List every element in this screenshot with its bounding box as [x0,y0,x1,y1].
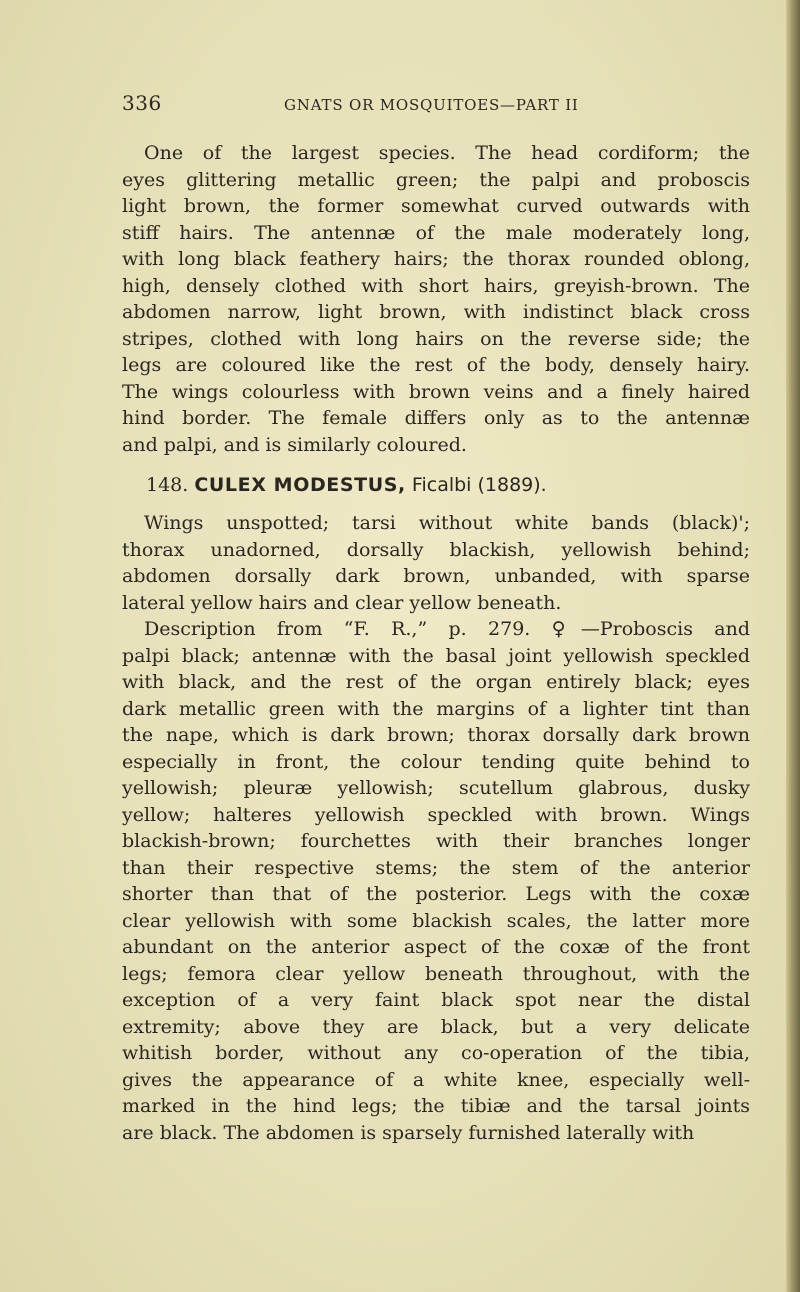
text-line: the nape, which is dark brown; thorax dorsally dark brown [122,724,750,746]
text-line: stiff hairs. The antennæ of the male moderately long, [122,221,750,244]
text-line: legs are coloured like the rest of the body, densely hairy. [122,354,750,376]
text-line: with long black feathery hairs; the thorax rounded oblong, [122,248,750,270]
text-line: hind border. The female differs only as to the antennæ [122,407,750,429]
text-line: One of the largest species. The head cordiform; the [144,142,750,164]
text-line: palpi black; antennæ with the basal joint yellowish speckled [122,644,750,667]
paragraph-species-description [122,140,750,458]
text-line: dark metallic green with the margins of a lighter tint than [122,697,750,720]
text-line: clear yellowish with some blackish scales, the latter more [122,909,750,932]
species-number: 148. [146,474,189,496]
text-line: yellowish; pleuræ yellowish; scutellum glabrous, dusky [122,777,750,799]
text-line: Description from “F. R.,” p. 279. ♀—Proboscis and [144,618,750,640]
text-line: abdomen dorsally dark brown, unbanded, with sparse [122,565,750,587]
text-line: gives the appearance of a white knee, especially well- [122,1068,750,1091]
text-line: stripes, clothed with long hairs on the reverse side; the [122,327,750,350]
text-line: extremity; above they are black, but a very delicate [122,1015,750,1038]
species-name: CULEX MODESTUS, [194,474,406,496]
text-line: yellow; halteres yellowish speckled with brown. Wings [122,803,750,826]
text-line: thorax unadorned, dorsally blackish, yellowish behind; [122,538,750,561]
text-line: are black. The abdomen is sparsely furnished laterally with [122,1121,695,1144]
text-line: with black, and the rest of the organ entirely black; eyes [122,671,750,693]
text-line: especially in front, the colour tending quite behind to [122,750,750,773]
text-line: light brown, the former somewhat curved outwards with [122,195,750,217]
text-line: abdomen narrow, light brown, with indistinct black cross [122,301,750,323]
text-line: shorter than that of the posterior. Legs with the coxæ [122,883,750,905]
text-line: The wings colourless with brown veins and a finely haired [122,380,750,403]
text-line: abundant on the anterior aspect of the coxæ of the front [122,936,750,958]
text-line: eyes glittering metallic green; the palpi and proboscis [122,168,750,191]
text-line: exception of a very faint black spot near the distal [122,989,750,1011]
text-line: blackish-brown; fourchettes with their branches longer [122,830,750,852]
text-line: high, densely clothed with short hairs, greyish-brown. The [122,274,750,297]
species-author: Ficalbi (1889). [411,474,547,496]
text-line: than their respective stems; the stem of the anterior [122,856,750,879]
text-line: and palpi, and is similarly coloured. [122,433,467,456]
text-line: marked in the hind legs; the tibiæ and the tarsal joints [122,1095,750,1117]
text-line: Wings unspotted; tarsi without white bands (black)'; [144,512,750,534]
text-line: legs; femora clear yellow beneath throughout, with the [122,962,750,985]
paragraph-culex-modestus [122,510,750,1146]
text-line: whitish border, without any co-operation of the tibia, [122,1042,750,1064]
page-edge-shadow [786,0,800,1292]
running-head: GNATS OR MOSQUITOES—PART II [284,96,579,114]
page-number: 336 [122,91,162,115]
species-heading [146,474,547,496]
text-line: lateral yellow hairs and clear yellow beneath. [122,591,562,614]
